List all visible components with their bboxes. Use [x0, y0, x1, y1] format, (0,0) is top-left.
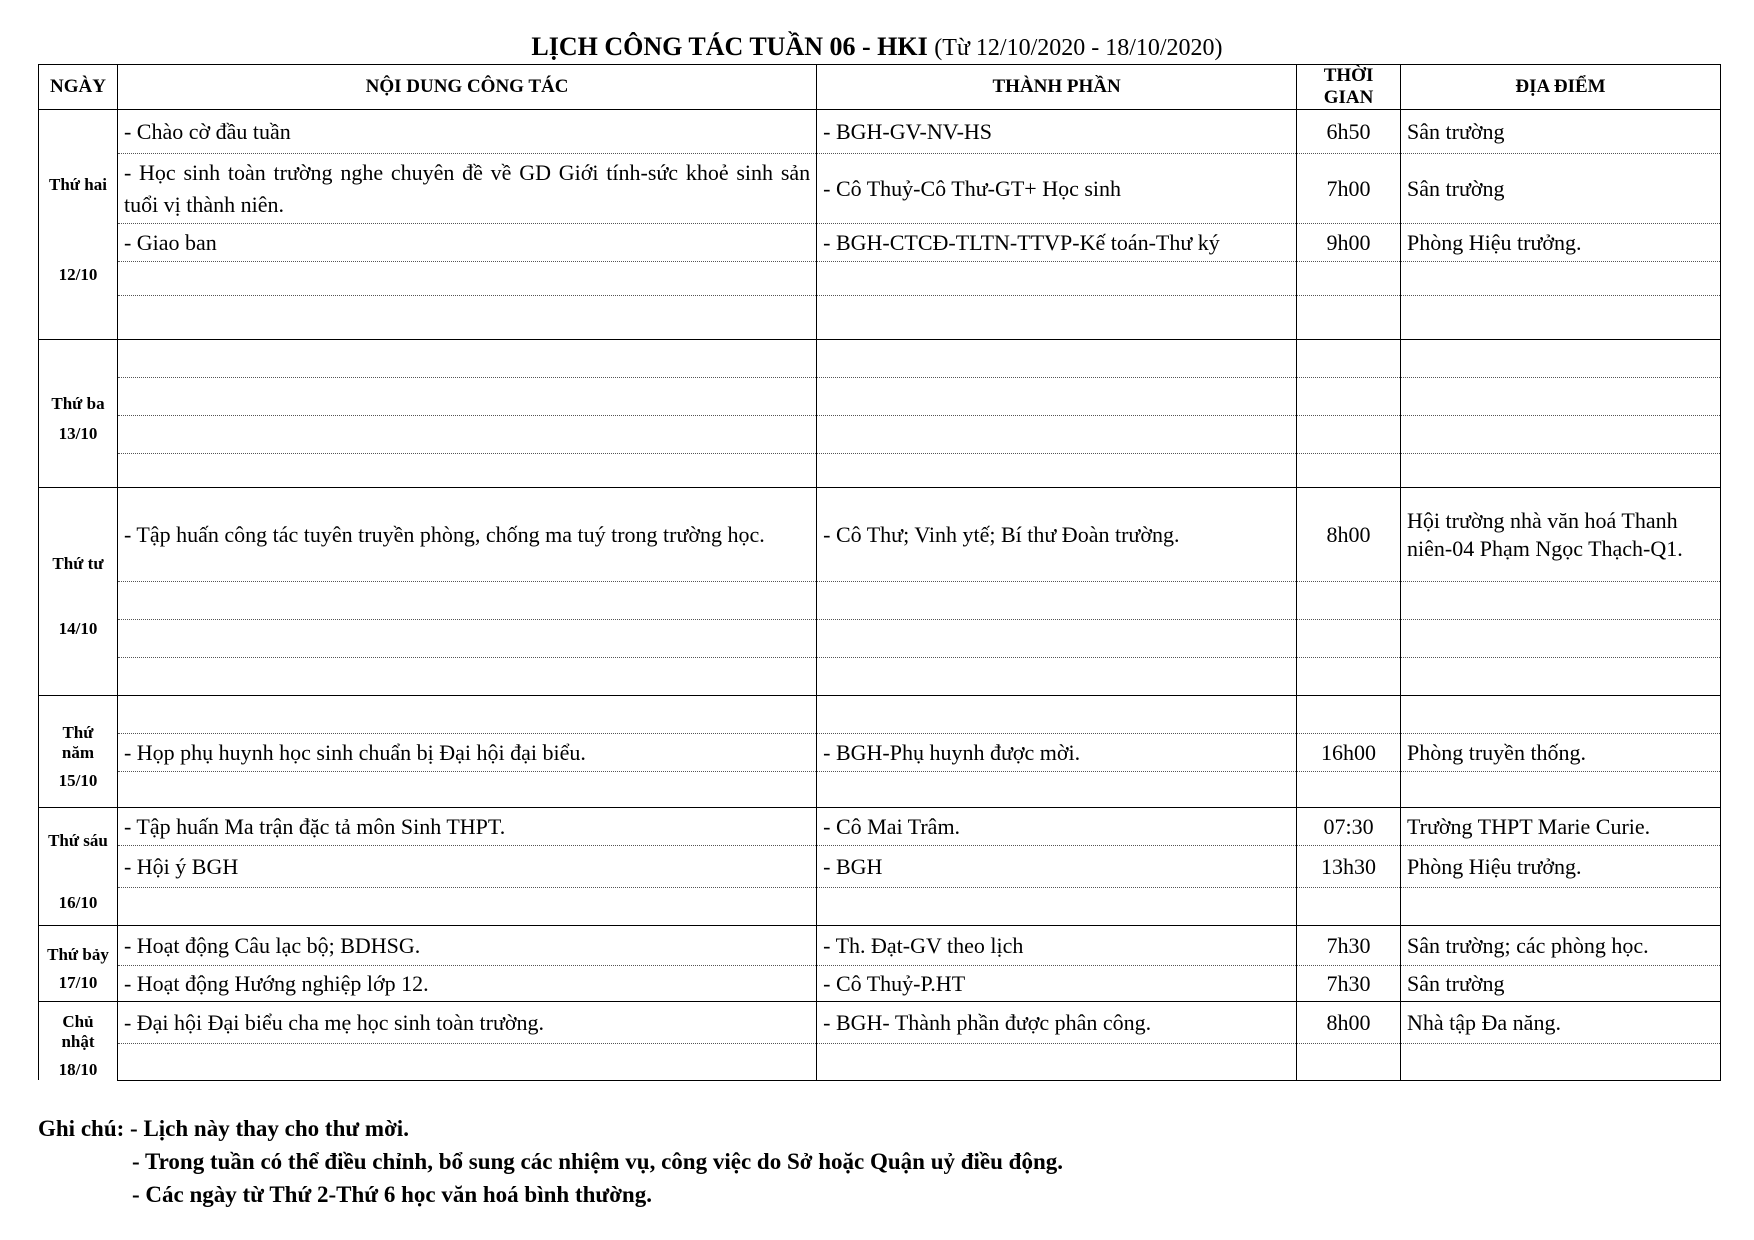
header-time: THỜI GIAN	[1297, 65, 1401, 110]
place-cell	[1401, 296, 1721, 340]
members-cell: - BGH	[817, 846, 1297, 888]
members-cell	[817, 620, 1297, 658]
schedule-body	[39, 110, 1721, 1081]
table-row	[39, 888, 1721, 926]
members-cell	[817, 378, 1297, 416]
time-cell	[1297, 658, 1401, 696]
content-cell	[117, 582, 816, 620]
members-cell	[817, 416, 1297, 454]
members-cell: - Cô Mai Trâm.	[817, 808, 1297, 846]
place-cell	[1401, 582, 1721, 620]
members-cell: - Th. Đạt-GV theo lịch	[817, 926, 1297, 966]
members-cell: - BGH- Thành phần được phân công.	[817, 1002, 1297, 1044]
members-cell	[817, 658, 1297, 696]
time-cell	[1297, 772, 1401, 808]
place-cell	[1401, 620, 1721, 658]
place-cell	[1401, 262, 1721, 296]
members-cell	[817, 1044, 1297, 1080]
note-item: - Trong tuần có thể điều chỉnh, bổ sung các nhiệm vụ, công việc do Sở hoặc Quận uỷ điều động.	[132, 1149, 1064, 1174]
content-cell	[117, 454, 816, 488]
table-row	[39, 658, 1721, 696]
place-cell: Hội trường nhà văn hoá Thanh niên-04 Phạm Ngọc Thạch-Q1.	[1401, 488, 1721, 582]
place-cell: Nhà tập Đa năng.	[1401, 1002, 1721, 1044]
day-date: 17/10	[58, 972, 98, 992]
notes-label: Ghi chú:	[38, 1116, 125, 1141]
table-row	[39, 772, 1721, 808]
table-row	[39, 846, 1721, 888]
content-cell	[117, 340, 816, 378]
table-row	[39, 416, 1721, 454]
day-name: Thứ bảy	[47, 944, 109, 964]
content-cell: - Chào cờ đầu tuần	[117, 110, 816, 154]
day-date: 13/10	[58, 423, 98, 443]
content-cell: - Tập huấn Ma trận đặc tả môn Sinh THPT.	[117, 808, 816, 846]
schedule-table	[38, 64, 1721, 1081]
table-row	[39, 110, 1721, 154]
note-item: - Lịch này thay cho thư mời.	[130, 1116, 409, 1141]
content-cell	[117, 296, 816, 340]
members-cell: - Cô Thuỷ-Cô Thư-GT+ Học sinh	[817, 154, 1297, 224]
title-main: LỊCH CÔNG TÁC TUẦN 06 - HKI	[531, 32, 928, 61]
time-cell	[1297, 620, 1401, 658]
day-cell	[39, 1002, 118, 1081]
content-cell: - Tập huấn công tác tuyên truyền phòng, chống ma tuý trong trường học.	[117, 488, 816, 582]
members-cell: - BGH-CTCĐ-TLTN-TTVP-Kế toán-Thư ký	[817, 224, 1297, 262]
title-date-range: (Từ 12/10/2020 - 18/10/2020)	[934, 35, 1223, 61]
day-name: Thứ tư	[52, 554, 104, 573]
note-line-2	[38, 1145, 1063, 1178]
time-cell	[1297, 454, 1401, 488]
content-cell	[117, 658, 816, 696]
table-row	[39, 966, 1721, 1002]
time-cell	[1297, 340, 1401, 378]
members-cell	[817, 696, 1297, 734]
table-row	[39, 454, 1721, 488]
place-cell: Trường THPT Marie Curie.	[1401, 808, 1721, 846]
time-cell	[1297, 262, 1401, 296]
time-cell: 6h50	[1297, 110, 1401, 154]
content-cell	[117, 772, 816, 808]
day-date: 18/10	[58, 1060, 98, 1079]
day-date: 15/10	[58, 770, 98, 790]
place-cell	[1401, 378, 1721, 416]
place-cell: Sân trường	[1401, 110, 1721, 154]
header-place: ĐỊA ĐIỂM	[1401, 65, 1721, 110]
place-cell	[1401, 696, 1721, 734]
day-cell	[39, 926, 118, 1002]
day-name: Thứ sáu	[48, 830, 108, 850]
time-cell	[1297, 378, 1401, 416]
table-row	[39, 808, 1721, 846]
day-cell	[39, 340, 118, 488]
content-cell: - Hoạt động Hướng nghiệp lớp 12.	[117, 966, 816, 1002]
table-row	[39, 262, 1721, 296]
place-cell	[1401, 340, 1721, 378]
day-cell	[39, 808, 118, 926]
table-row	[39, 1002, 1721, 1044]
members-cell	[817, 262, 1297, 296]
schedule-title	[0, 30, 1754, 65]
members-cell: - Cô Thuỷ-P.HT	[817, 966, 1297, 1002]
place-cell: Sân trường	[1401, 966, 1721, 1002]
header-members: THÀNH PHẦN	[817, 65, 1297, 110]
place-cell: Phòng Hiệu trưởng.	[1401, 224, 1721, 262]
table-row	[39, 696, 1721, 734]
day-cell	[39, 696, 118, 808]
place-cell	[1401, 658, 1721, 696]
table-row	[39, 734, 1721, 772]
day-cell	[39, 110, 118, 340]
content-cell	[117, 262, 816, 296]
time-cell: 7h30	[1297, 926, 1401, 966]
table-row	[39, 488, 1721, 582]
table-row	[39, 340, 1721, 378]
day-date: 16/10	[58, 892, 98, 912]
content-cell	[117, 416, 816, 454]
members-cell	[817, 340, 1297, 378]
members-cell	[817, 296, 1297, 340]
content-cell: - Đại hội Đại biểu cha mẹ học sinh toàn trường.	[117, 1002, 816, 1044]
day-name: Thứ hai	[49, 174, 107, 194]
day-name: Thứ năm	[61, 722, 95, 762]
time-cell: 8h00	[1297, 488, 1401, 582]
time-cell	[1297, 696, 1401, 734]
notes-section	[38, 1112, 1063, 1211]
day-name: Thứ ba	[51, 393, 105, 413]
table-row	[39, 296, 1721, 340]
note-line-1	[38, 1112, 1063, 1145]
table-row	[39, 620, 1721, 658]
table-row	[39, 378, 1721, 416]
content-cell	[117, 378, 816, 416]
content-cell	[117, 1044, 816, 1080]
day-name: Chủ nhật	[61, 1012, 95, 1051]
place-cell	[1401, 888, 1721, 926]
time-cell	[1297, 888, 1401, 926]
members-cell	[817, 772, 1297, 808]
time-cell: 7h30	[1297, 966, 1401, 1002]
day-cell	[39, 488, 118, 696]
place-cell	[1401, 416, 1721, 454]
content-cell: - Họp phụ huynh học sinh chuẩn bị Đại hội đại biểu.	[117, 734, 816, 772]
time-cell: 07:30	[1297, 808, 1401, 846]
content-cell: - Hoạt động Câu lạc bộ; BDHSG.	[117, 926, 816, 966]
table-row	[39, 1044, 1721, 1080]
time-cell: 7h00	[1297, 154, 1401, 224]
place-cell	[1401, 454, 1721, 488]
place-cell: Sân trường; các phòng học.	[1401, 926, 1721, 966]
content-cell	[117, 888, 816, 926]
table-row	[39, 154, 1721, 224]
content-cell: - Học sinh toàn trường nghe chuyên đề về GD Giới tính-sức khoẻ sinh sản tuổi vị thành niên.	[117, 154, 816, 224]
time-cell: 13h30	[1297, 846, 1401, 888]
content-cell	[117, 620, 816, 658]
members-cell: - BGH-GV-NV-HS	[817, 110, 1297, 154]
time-cell	[1297, 582, 1401, 620]
table-row	[39, 224, 1721, 262]
content-cell	[117, 696, 816, 734]
place-cell	[1401, 1044, 1721, 1080]
members-cell: - Cô Thư; Vinh ytế; Bí thư Đoàn trường.	[817, 488, 1297, 582]
place-cell: Phòng Hiệu trưởng.	[1401, 846, 1721, 888]
time-cell	[1297, 416, 1401, 454]
place-cell	[1401, 772, 1721, 808]
time-cell	[1297, 1044, 1401, 1080]
table-row	[39, 926, 1721, 966]
members-cell	[817, 888, 1297, 926]
day-date: 12/10	[58, 264, 98, 284]
content-cell: - Giao ban	[117, 224, 816, 262]
note-item: - Các ngày từ Thứ 2-Thứ 6 học văn hoá bình thường.	[132, 1182, 652, 1207]
header-day: NGÀY	[39, 65, 118, 110]
place-cell: Phòng truyền thống.	[1401, 734, 1721, 772]
time-cell	[1297, 296, 1401, 340]
time-cell: 9h00	[1297, 224, 1401, 262]
header-row	[39, 65, 1721, 110]
members-cell	[817, 582, 1297, 620]
content-cell: - Hội ý BGH	[117, 846, 816, 888]
time-cell: 16h00	[1297, 734, 1401, 772]
place-cell: Sân trường	[1401, 154, 1721, 224]
note-line-3	[38, 1178, 1063, 1211]
members-cell	[817, 454, 1297, 488]
header-content: NỘI DUNG CÔNG TÁC	[117, 65, 816, 110]
day-date: 14/10	[58, 619, 98, 638]
time-cell: 8h00	[1297, 1002, 1401, 1044]
table-row	[39, 582, 1721, 620]
members-cell: - BGH-Phụ huynh được mời.	[817, 734, 1297, 772]
